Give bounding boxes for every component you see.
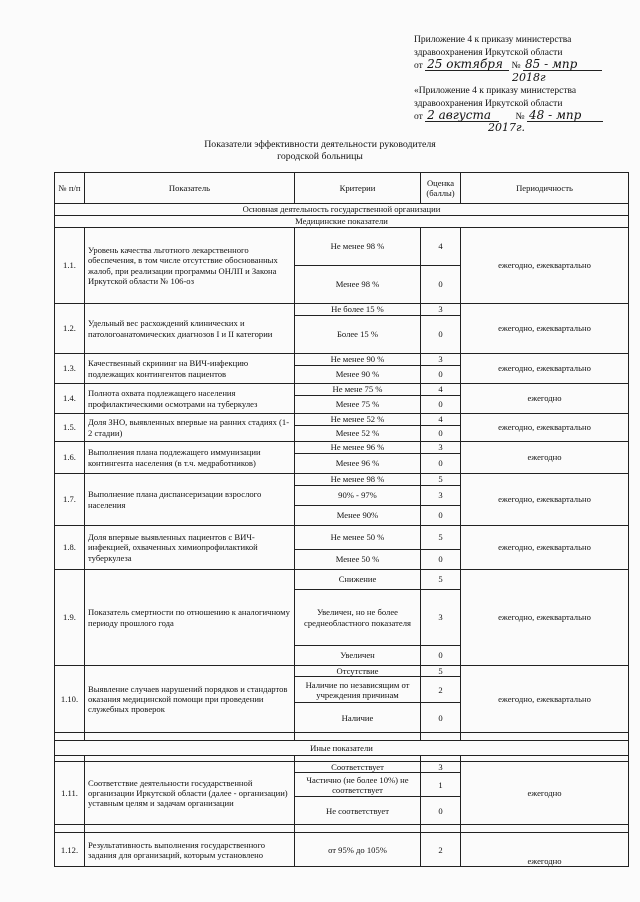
section-other: Иные показатели: [55, 741, 629, 756]
row-period: ежегодно, ежеквартально: [461, 570, 629, 666]
table-row: [55, 304, 629, 316]
header-num: № п/п: [55, 173, 85, 204]
row-criteria: Менее 98 %: [295, 266, 421, 304]
row-num: 1.4.: [55, 384, 85, 414]
row-indicator: Показатель смертности по отношению к аналогичному периоду прошлого года: [85, 570, 295, 666]
row-period: ежегодно, ежеквартально: [461, 666, 629, 733]
table-row: [55, 474, 629, 486]
row-criteria: Не менее 50 %: [295, 526, 421, 550]
row-criteria: Не мене 75 %: [295, 384, 421, 396]
row-num: 1.11.: [55, 762, 85, 825]
row-score: 1: [421, 773, 461, 797]
row-indicator: Удельный вес расхождений клинических и патологоанатомических диагнозов I и II категории: [85, 304, 295, 354]
row-indicator: Качественный скрининг на ВИЧ-инфекцию подлежащих контингентов пациентов: [85, 354, 295, 384]
row-num: 1.5.: [55, 414, 85, 442]
table-row: [55, 354, 629, 366]
table-row: [55, 442, 629, 454]
row-score: 3: [421, 304, 461, 316]
title-line-1: Показатели эффективности деятельности руководителя: [204, 139, 436, 150]
indicators-table: [54, 172, 629, 867]
appendix-line-2: здравоохранения Иркутской области: [414, 98, 563, 109]
handwritten-year: 2018г: [512, 71, 546, 84]
header-indicator: Показатель: [85, 173, 295, 204]
row-score: 3: [421, 354, 461, 366]
row-num: 1.3.: [55, 354, 85, 384]
row-criteria: Отсутствие: [295, 666, 421, 677]
row-period: ежегодно, ежеквартально: [461, 526, 629, 570]
handwritten-number: 85 - мпр: [523, 59, 602, 71]
row-score: 2: [421, 833, 461, 867]
row-criteria: Не менее 90 %: [295, 354, 421, 366]
row-score: 0: [421, 266, 461, 304]
appendix-line-1: «Приложение 4 к приказу министерства: [414, 86, 577, 96]
row-score: 3: [421, 442, 461, 454]
row-criteria: Увеличен: [295, 646, 421, 666]
row-criteria: Не менее 52 %: [295, 414, 421, 426]
row-criteria: Наличие по независящим от учреждения причинам: [295, 677, 421, 703]
appendix-line-2: здравоохранения Иркутской области: [414, 47, 563, 58]
row-score: 0: [421, 646, 461, 666]
row-score: 3: [421, 590, 461, 646]
row-period: ежегодно, ежеквартально: [461, 354, 629, 384]
table-header-row: [55, 173, 629, 204]
row-indicator: Выявление случаев нарушений порядков и стандартов оказания медицинской помощи при проведении служебных проверок: [85, 666, 295, 733]
handwritten-number: 48 - мпр: [527, 110, 603, 122]
row-num: 1.6.: [55, 442, 85, 474]
row-criteria: Менее 96 %: [295, 454, 421, 474]
appendix-date-line: от 2 августа № 48 - мпр: [414, 110, 629, 124]
row-indicator: Доля впервые выявленных пациентов с ВИЧ-инфекцией, охваченных химиопрофилактикой туберкулеза: [85, 526, 295, 570]
table-row: [55, 414, 629, 426]
row-score: 0: [421, 506, 461, 526]
table-row: [55, 228, 629, 266]
row-num: 1.10.: [55, 666, 85, 733]
row-score: 0: [421, 703, 461, 733]
table-row: [55, 762, 629, 773]
row-criteria: Менее 52 %: [295, 426, 421, 442]
row-score: 5: [421, 526, 461, 550]
row-period: ежегодно, ежеквартально: [461, 304, 629, 354]
row-num: 1.2.: [55, 304, 85, 354]
row-num: 1.1.: [55, 228, 85, 304]
table-row: [55, 666, 629, 677]
row-score: 4: [421, 414, 461, 426]
table-row: [55, 570, 629, 590]
row-score: 0: [421, 396, 461, 414]
table-row: [55, 833, 629, 867]
row-indicator: Результативность выполнения государственного задания для организаций, которым установлено: [85, 833, 295, 867]
row-criteria: Менее 50 %: [295, 550, 421, 570]
header-score: Оценка (баллы): [421, 173, 461, 204]
row-score: 0: [421, 366, 461, 384]
handwritten-date: 25 октября: [425, 59, 509, 71]
handwritten-date: 2 августа: [425, 110, 499, 122]
row-score: 2: [421, 677, 461, 703]
appendix-line-1: Приложение 4 к приказу министерства: [414, 35, 572, 45]
row-score: 0: [421, 426, 461, 442]
row-period: ежегодно, ежеквартально: [461, 228, 629, 304]
row-score: 0: [421, 797, 461, 825]
row-criteria: Менее 90 %: [295, 366, 421, 384]
row-period: ежегодно: [461, 762, 629, 825]
appendix-date-line: от 25 октября № 85 - мпр: [414, 59, 629, 73]
row-criteria: Увеличен, но не более среднеобластного показателя: [295, 590, 421, 646]
row-indicator: Выполнения плана подлежащего иммунизации контингента населения (в т.ч. медработников): [85, 442, 295, 474]
row-indicator: Соответствие деятельности государственной организации Иркутской области (далее - организации) уставным целям и задачам организации: [85, 762, 295, 825]
row-criteria: Частично (не более 10%) не соответствует: [295, 773, 421, 797]
row-score: 5: [421, 474, 461, 486]
section-main: Основная деятельность государственной организации: [55, 204, 629, 216]
row-period: ежегодно: [461, 442, 629, 474]
row-indicator: Выполнение плана диспансеризации взрослого населения: [85, 474, 295, 526]
appendix-header-previous: [414, 85, 629, 124]
row-criteria: 90% - 97%: [295, 486, 421, 506]
row-num: 1.12.: [55, 833, 85, 867]
row-score: 4: [421, 384, 461, 396]
row-period: ежегодно, ежеквартально: [461, 414, 629, 442]
header-period: Периодичность: [461, 173, 629, 204]
row-score: 3: [421, 762, 461, 773]
row-indicator: Доля ЗНО, выявленных впервые на ранних стадиях (1-2 стадии): [85, 414, 295, 442]
row-criteria: Не менее 98 %: [295, 228, 421, 266]
title-line-2: городской больницы: [277, 151, 363, 162]
section-medical: Медицинские показатели: [55, 216, 629, 228]
row-indicator: Полнота охвата подлежащего населения профилактическими осмотрами на туберкулез: [85, 384, 295, 414]
row-criteria: Соответствует: [295, 762, 421, 773]
table-row: [55, 384, 629, 396]
row-period: ежегодно, ежеквартально: [461, 474, 629, 526]
appendix-header-current: [414, 34, 629, 73]
row-score: 0: [421, 454, 461, 474]
row-score: 3: [421, 486, 461, 506]
row-criteria: Наличие: [295, 703, 421, 733]
row-criteria: Не менее 98 %: [295, 474, 421, 486]
document-title: [0, 139, 640, 163]
handwritten-year: 2017г.: [488, 121, 526, 134]
row-period: ежегодно: [461, 384, 629, 414]
row-num: 1.7.: [55, 474, 85, 526]
row-criteria: Не соответствует: [295, 797, 421, 825]
row-indicator: Уровень качества льготного лекарственного обеспечения, в том числе отсутствие обоснованных жалоб, при реализации программы ОНЛП и Закона Иркутской области № 106-оз: [85, 228, 295, 304]
row-criteria: Не менее 96 %: [295, 442, 421, 454]
row-score: 4: [421, 228, 461, 266]
table-row: [55, 526, 629, 550]
row-criteria: Менее 90%: [295, 506, 421, 526]
row-criteria: Не более 15 %: [295, 304, 421, 316]
row-num: 1.8.: [55, 526, 85, 570]
row-score: 0: [421, 316, 461, 354]
header-criteria: Критерии: [295, 173, 421, 204]
row-score: 5: [421, 666, 461, 677]
row-criteria: Снижение: [295, 570, 421, 590]
row-criteria: от 95% до 105%: [295, 833, 421, 867]
row-criteria: Более 15 %: [295, 316, 421, 354]
row-score: 0: [421, 550, 461, 570]
row-criteria: Менее 75 %: [295, 396, 421, 414]
row-num: 1.9.: [55, 570, 85, 666]
row-score: 5: [421, 570, 461, 590]
row-period: ежегодно: [461, 833, 629, 867]
